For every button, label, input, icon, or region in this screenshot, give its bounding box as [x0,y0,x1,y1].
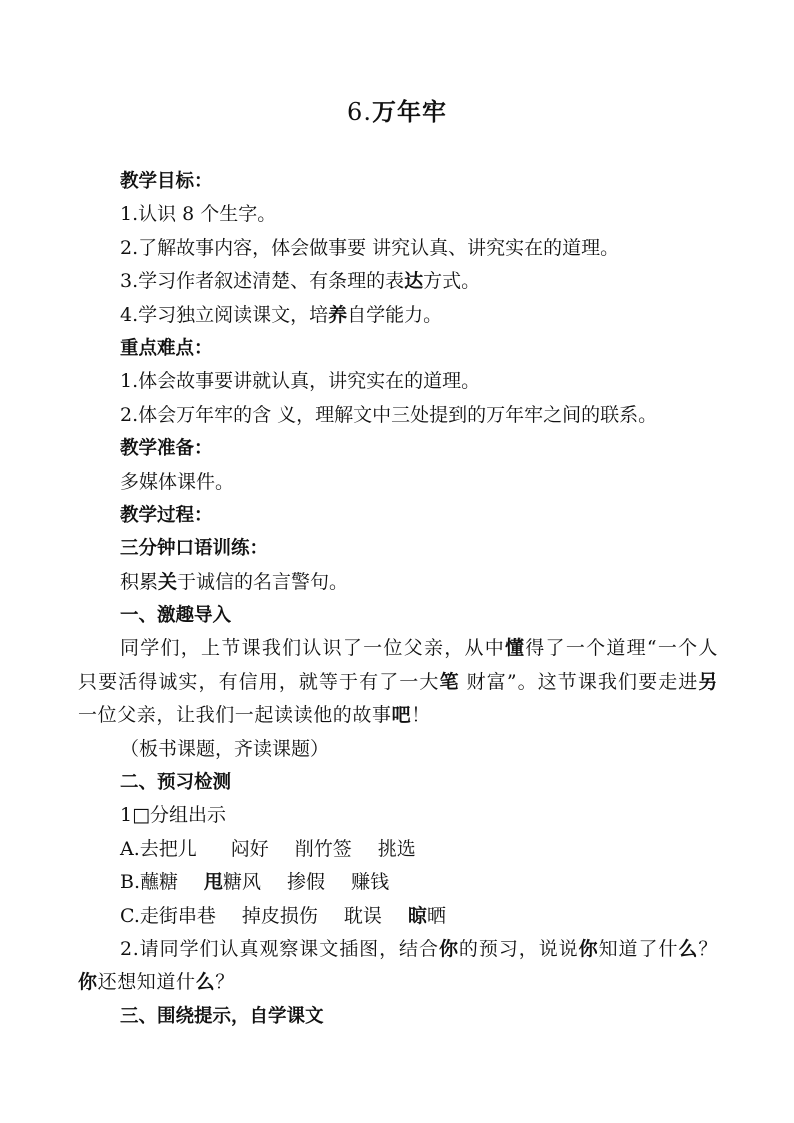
oral-text-bold: 关 [158,570,178,593]
preview-heading: 二、预习检测 [120,772,232,794]
row-a-word-2: 闷好 [230,837,269,860]
objectives-heading: 教学目标： [120,171,213,192]
oral-heading: 三分钟口语训练： [120,538,269,560]
row-c-word-2: 掉皮损伤 [241,904,318,927]
oral-text-b: 于诚信的名言警句。 [177,570,349,593]
title-name: 万年牢 [371,98,447,126]
intro-bold-3: 另 [698,670,718,693]
intro-text-d: 财富”。这节课我们要走进 [459,670,699,693]
intro-text-e: 一位父亲，让我们一起读读他的故事 [78,704,392,727]
selfstudy-heading: 三、围绕提示，自学课文 [120,1005,324,1027]
question-text-g: ？ [215,971,235,994]
question-bold-5: 么 [195,971,216,994]
keypoints-heading: 重点难点： [120,337,213,359]
preview-row-b [78,866,718,899]
objective-item-2: 2.了解故事内容，体会做事要 讲究认真、讲究实在的道理。 [120,236,620,259]
keypoint-item-1: 1.体会故事要讲就认真，讲究实在的道理。 [120,370,481,393]
document-body [78,165,718,1033]
objective-item-1: 1.认识 8 个生字。 [120,203,277,226]
preparation-heading: 教学准备： [120,438,213,460]
intro-text-f: ！ [411,704,431,727]
question-bold-3: 么 [678,938,699,961]
question-text-a: 2.请同学们认真观察课文插图，结合 [120,938,439,961]
question-text-f: 还想知道什 [97,971,196,994]
row-b-word-3: 掺假 [287,871,326,894]
preview-row-a [78,833,718,866]
objective-item-4-text: 4.学习独立阅读课文，培 [120,303,329,326]
intro-text-c: 得了一个道理“一个人只要活得诚实，有信用，就等于有了一大 [78,637,718,693]
row-b-word-1: B.蘸糖 [120,871,179,894]
question-text-d: 知道了什 [598,938,679,961]
oral-text-a: 积累 [120,570,159,593]
objective-item-4 [78,299,718,332]
question-bold-2: 你 [578,938,599,961]
objective-item-4-bold: 养 [328,303,348,326]
objective-item-3-tail: 方式。 [423,270,481,293]
preview-row-c [78,900,718,933]
objective-item-3-text: 3.学习作者叙述清楚、有条理的表 [120,270,405,293]
preparation-text: 多媒体课件。 [120,470,235,493]
keypoint-item-2: 2.体会万年牢的含 义，理解文中三处提到的万年牢之间的联系。 [120,403,658,426]
title-number: 6. [347,98,372,126]
oral-text [78,566,718,599]
preview-sub: 1□分组出示 [120,804,227,827]
row-a-word-1: A.去把儿 [120,837,197,860]
row-a-word-3: 削竹签 [294,837,352,860]
process-heading: 教学过程： [120,504,213,526]
question-text-e: ？ [698,938,718,961]
intro-bold-2: 笔 [439,670,460,693]
intro-bold-1: 懂 [505,637,526,660]
page-title [0,92,794,132]
row-a-word-4: 挑选 [377,837,416,860]
row-c-word-4-tail: 晒 [426,904,446,927]
question-text-c: 的预习，说说 [458,938,579,961]
row-c-word-1: C.走街串巷 [120,904,216,927]
row-b-word-4: 赚钱 [351,871,390,894]
row-b-word-2-bold: 甩 [204,871,224,894]
preview-question [78,933,718,1000]
question-bold-1: 你 [438,938,459,961]
row-c-word-3: 耽误 [343,904,382,927]
intro-bold-4: 吧 [391,704,412,727]
question-bold-4: 你 [78,971,98,994]
objective-item-3 [78,265,718,298]
row-c-word-4-bold: 晾 [407,904,427,927]
objective-item-4-tail: 自学能力。 [347,303,443,326]
intro-note: （板书课题，齐读课题） [120,737,330,760]
intro-heading: 一、激趣导入 [120,605,232,627]
objective-item-3-bold: 达 [404,270,424,293]
intro-text-a: 同学们，上节课我们认识了一位父亲，从中 [120,637,506,660]
row-b-word-2-tail: 糖风 [223,871,262,894]
intro-paragraph [78,632,718,732]
